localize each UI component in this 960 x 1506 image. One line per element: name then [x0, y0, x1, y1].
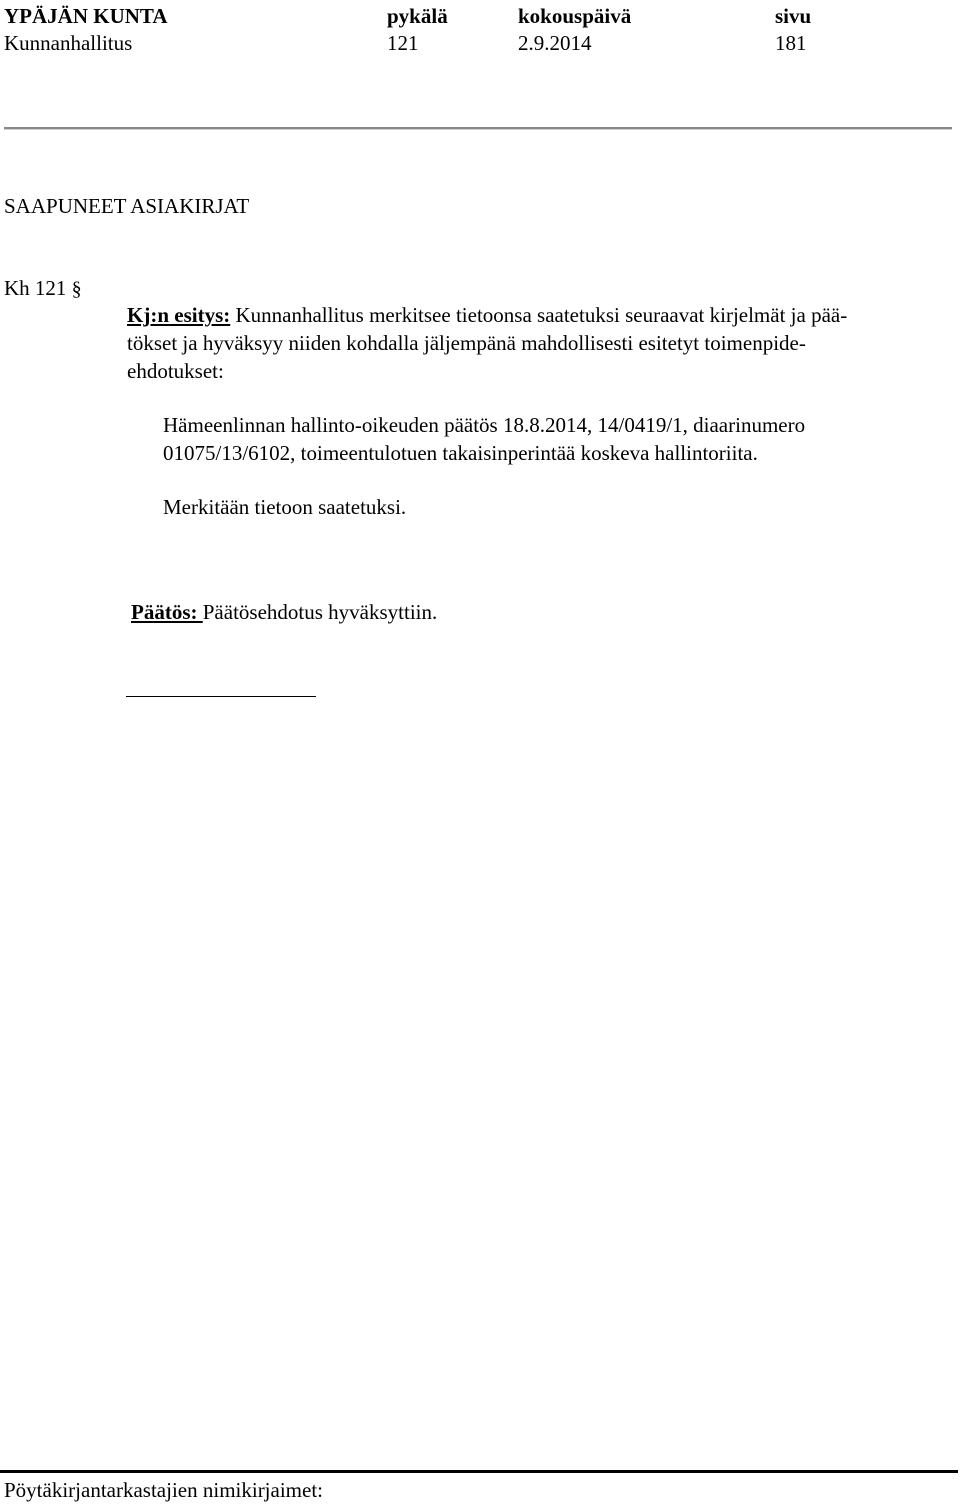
section-number: 121 [387, 31, 419, 55]
meeting-date-label: kokouspäivä [518, 4, 632, 28]
item-ref-text: Kh 121 [4, 276, 67, 300]
document-line-1: Hämeenlinnan hallinto-oikeuden päätös 18.8.2014, 14/0419/1, diaarinumero [163, 413, 806, 437]
footer-divider [0, 1470, 958, 1473]
pykala-label: pykälä [387, 4, 448, 28]
proposal-line-2: tökset ja hyväksyy niiden kohdalla jäljempänä mahdollisesti esitetyt toimenpide- [127, 331, 806, 355]
header-divider [4, 127, 952, 130]
note-text: Merkitään tietoon saatetuksi. [163, 495, 407, 519]
decision-text: Päätösehdotus hyväksyttiin. [202, 600, 438, 624]
proposal-line-3: ehdotukset: [127, 359, 224, 383]
initials-label: Pöytäkirjantarkastajien nimikirjaimet: [4, 1478, 323, 1502]
proposal-label: Kj:n esitys: [127, 303, 231, 327]
org-name: YPÄJÄN KUNTA [4, 4, 168, 28]
item-reference [4, 276, 82, 301]
decision-label: Päätös: [131, 600, 198, 624]
document-line-2: 01075/13/6102, toimeentulotuen takaisinperintää koskeva hallintoriita. [163, 441, 758, 465]
proposal-line-1 [127, 303, 847, 328]
meeting-date: 2.9.2014 [518, 31, 592, 55]
document-title: SAAPUNEET ASIAKIRJAT [4, 194, 250, 218]
body-name: Kunnanhallitus [4, 31, 133, 55]
page-label: sivu [775, 4, 812, 28]
signature-line [126, 696, 316, 697]
proposal-text-1: Kunnanhallitus merkitsee tietoonsa saatetuksi seuraavat kirjelmät ja pää- [235, 303, 848, 327]
section-sign: § [71, 278, 82, 300]
page-number: 181 [775, 31, 807, 55]
decision-line [131, 600, 437, 625]
